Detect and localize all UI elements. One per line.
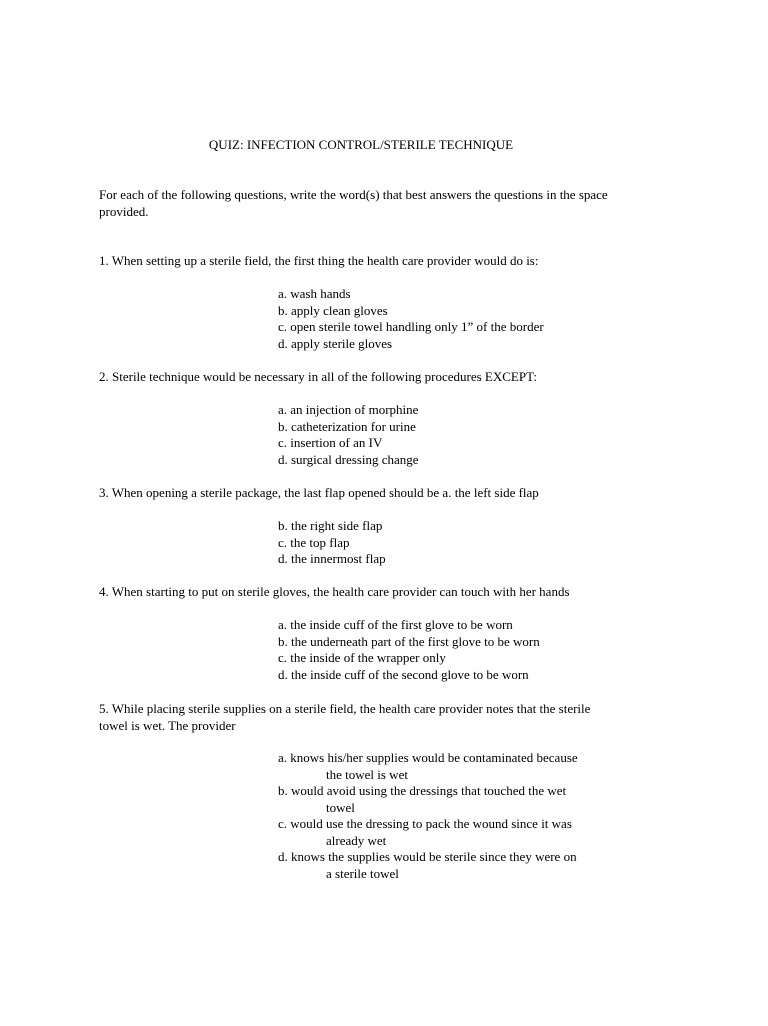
option-5d-line2: a sterile towel: [326, 865, 399, 881]
option-5b: [278, 783, 718, 816]
option-2d: d. surgical dressing change: [278, 451, 419, 467]
option-2a: a. an injection of morphine: [278, 402, 419, 417]
option-5c-line1: c. would use the dressing to pack the wound since it was: [278, 816, 572, 831]
option-5a-line2: the towel is wet: [326, 766, 408, 782]
option-4c: c. the inside of the wrapper only: [278, 650, 446, 665]
question-4: 4. When starting to put on sterile gloves, the health care provider can touch with her hands: [99, 584, 570, 599]
option-5a: [278, 750, 718, 783]
option-3d: d. the innermost flap: [278, 551, 386, 566]
option-1c: c. open sterile towel handling only 1” of the border: [278, 319, 544, 334]
option-5b-line2: towel: [326, 799, 355, 815]
question-1-options: [278, 286, 718, 352]
question-2-options: [278, 402, 718, 468]
option-4d: d. the inside cuff of the second glove to be worn: [278, 666, 529, 682]
instructions: For each of the following questions, write the word(s) that best answers the questions in the space provided.: [99, 187, 608, 219]
option-1d: d. apply sterile gloves: [278, 335, 393, 351]
option-1b: b. apply clean gloves: [278, 302, 388, 318]
question-5: 5. While placing sterile supplies on a sterile field, the health care provider notes that the sterile towel is wet. The provider: [99, 701, 591, 733]
question-4-options: [278, 617, 718, 683]
option-4b: b. the underneath part of the first glove to be worn: [278, 633, 540, 649]
quiz-title: [0, 137, 768, 154]
question-5-options: [278, 750, 718, 882]
option-2b: b. catheterization for urine: [278, 418, 416, 434]
option-2c: c. insertion of an IV: [278, 435, 383, 450]
option-3c: c. the top flap: [278, 534, 350, 550]
question-3-options: [278, 518, 718, 568]
option-5d: [278, 849, 718, 882]
option-5c-line2: already wet: [326, 832, 387, 848]
option-5d-line1: d. knows the supplies would be sterile since they were on: [278, 849, 577, 864]
quiz-title-text: QUIZ: INFECTION CONTROL/STERILE TECHNIQUE: [208, 137, 514, 152]
question-3: 3. When opening a sterile package, the last flap opened should be a. the left side flap: [99, 485, 539, 500]
option-5b-line1: b. would avoid using the dressings that touched the wet: [278, 783, 567, 798]
option-3b: b. the right side flap: [278, 518, 383, 533]
option-4a: a. the inside cuff of the first glove to be worn: [278, 617, 513, 632]
option-5a-line1: a. knows his/her supplies would be contaminated because: [278, 750, 578, 765]
option-5c: [278, 816, 718, 849]
question-1: 1. When setting up a sterile field, the first thing the health care provider would do is:: [99, 253, 539, 268]
option-1a: a. wash hands: [278, 286, 351, 301]
question-2: 2. Sterile technique would be necessary in all of the following procedures EXCEPT:: [99, 369, 537, 384]
